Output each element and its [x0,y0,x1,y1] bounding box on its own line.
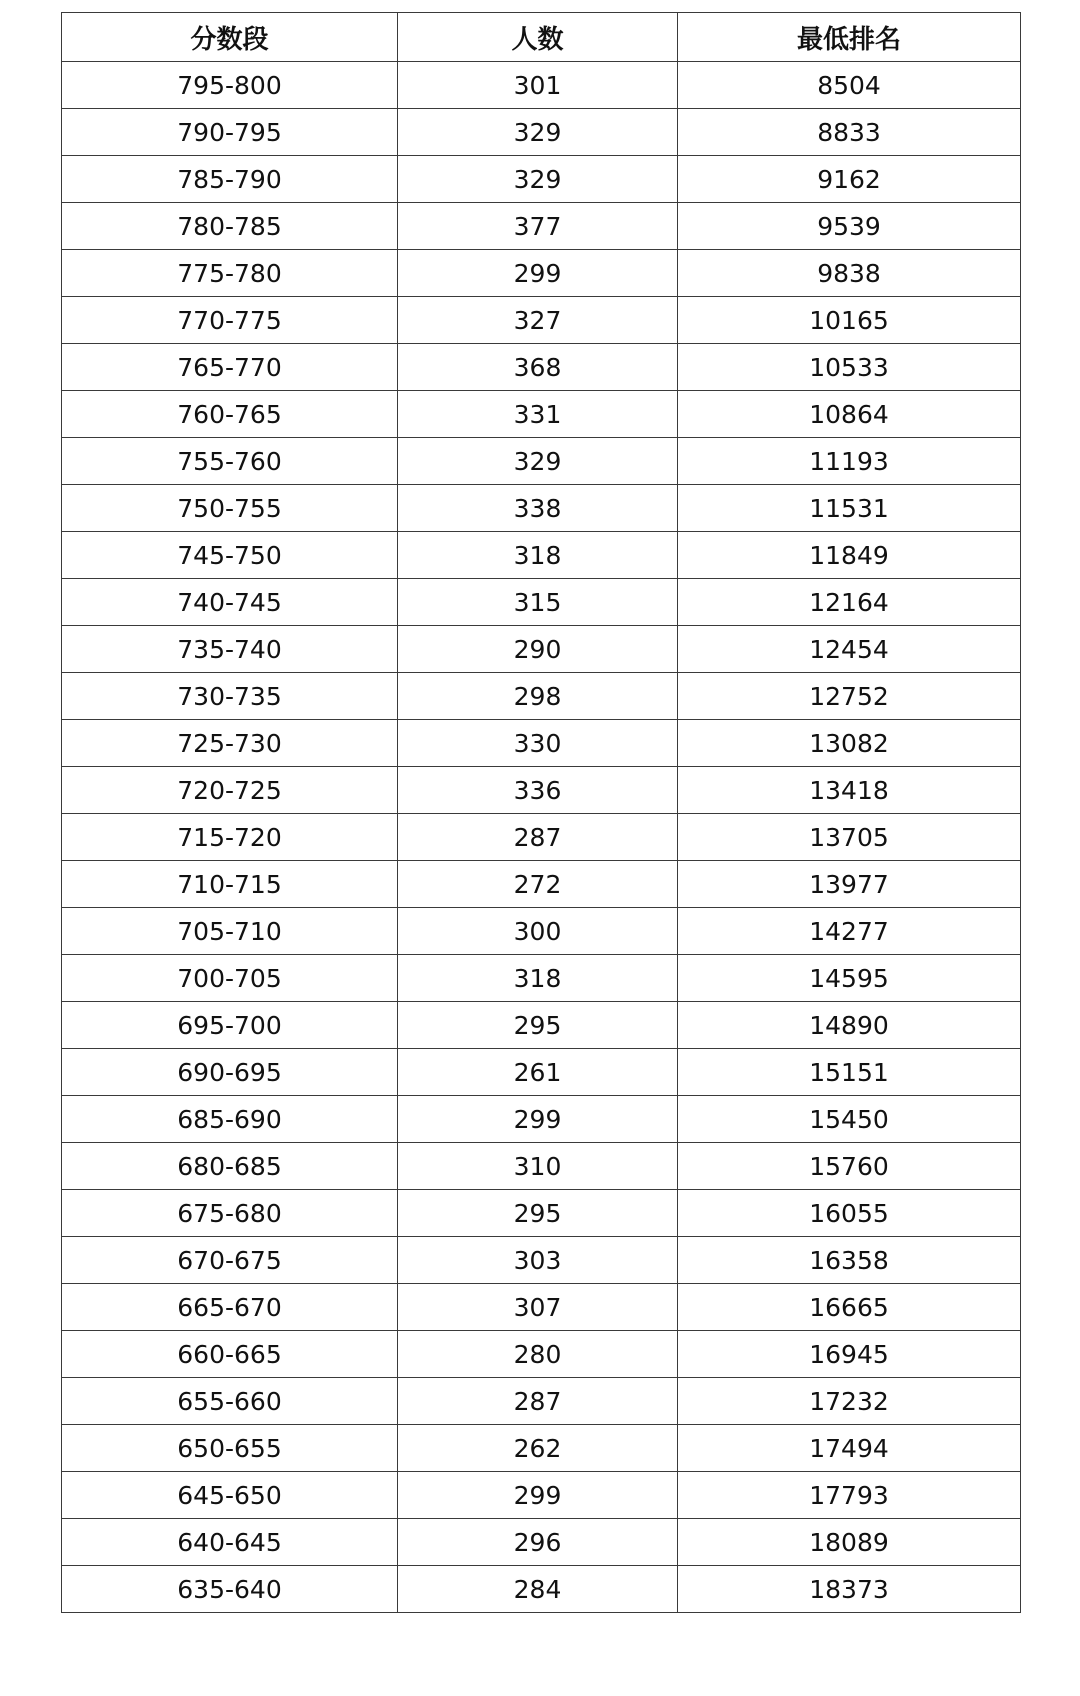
cell-score-range: 705-710 [62,908,398,955]
cell-lowest-rank: 18089 [678,1519,1021,1566]
cell-score-range: 685-690 [62,1096,398,1143]
table-row [62,438,1021,485]
cell-count: 315 [398,579,678,626]
cell-score-range: 690-695 [62,1049,398,1096]
cell-lowest-rank: 15760 [678,1143,1021,1190]
table-row [62,579,1021,626]
cell-count: 329 [398,109,678,156]
cell-score-range: 680-685 [62,1143,398,1190]
table-row [62,532,1021,579]
cell-count: 299 [398,1096,678,1143]
cell-score-range: 670-675 [62,1237,398,1284]
table-row [62,720,1021,767]
cell-lowest-rank: 16358 [678,1237,1021,1284]
cell-lowest-rank: 10165 [678,297,1021,344]
cell-count: 287 [398,814,678,861]
score-distribution-table [61,12,1021,1613]
cell-score-range: 710-715 [62,861,398,908]
cell-score-range: 675-680 [62,1190,398,1237]
table-row [62,485,1021,532]
cell-score-range: 765-770 [62,344,398,391]
cell-lowest-rank: 13705 [678,814,1021,861]
cell-count: 327 [398,297,678,344]
cell-score-range: 730-735 [62,673,398,720]
table-row [62,62,1021,109]
table-row [62,861,1021,908]
cell-score-range: 650-655 [62,1425,398,1472]
table-row [62,814,1021,861]
cell-lowest-rank: 16665 [678,1284,1021,1331]
cell-count: 338 [398,485,678,532]
cell-score-range: 795-800 [62,62,398,109]
cell-count: 272 [398,861,678,908]
cell-lowest-rank: 11849 [678,532,1021,579]
cell-lowest-rank: 13977 [678,861,1021,908]
cell-score-range: 785-790 [62,156,398,203]
table-row [62,1190,1021,1237]
cell-lowest-rank: 11531 [678,485,1021,532]
cell-count: 307 [398,1284,678,1331]
cell-score-range: 735-740 [62,626,398,673]
cell-score-range: 700-705 [62,955,398,1002]
cell-score-range: 635-640 [62,1566,398,1613]
cell-lowest-rank: 15151 [678,1049,1021,1096]
cell-count: 262 [398,1425,678,1472]
cell-score-range: 790-795 [62,109,398,156]
table-row [62,250,1021,297]
table-row [62,1519,1021,1566]
table-row [62,344,1021,391]
cell-count: 377 [398,203,678,250]
table-row [62,673,1021,720]
table-row [62,1237,1021,1284]
header-row [62,13,1021,62]
cell-score-range: 655-660 [62,1378,398,1425]
cell-count: 331 [398,391,678,438]
cell-count: 299 [398,250,678,297]
header-lowest-rank: 最低排名 [678,13,1021,62]
cell-count: 303 [398,1237,678,1284]
table-row [62,109,1021,156]
cell-lowest-rank: 15450 [678,1096,1021,1143]
cell-count: 301 [398,62,678,109]
cell-lowest-rank: 17232 [678,1378,1021,1425]
table-header [62,13,1021,62]
cell-count: 296 [398,1519,678,1566]
table-row [62,1284,1021,1331]
cell-lowest-rank: 9838 [678,250,1021,297]
cell-lowest-rank: 14890 [678,1002,1021,1049]
cell-score-range: 750-755 [62,485,398,532]
cell-score-range: 775-780 [62,250,398,297]
cell-lowest-rank: 14595 [678,955,1021,1002]
cell-lowest-rank: 16945 [678,1331,1021,1378]
cell-count: 318 [398,955,678,1002]
cell-score-range: 660-665 [62,1331,398,1378]
cell-count: 329 [398,438,678,485]
cell-count: 280 [398,1331,678,1378]
cell-lowest-rank: 9539 [678,203,1021,250]
cell-lowest-rank: 9162 [678,156,1021,203]
cell-lowest-rank: 17793 [678,1472,1021,1519]
table-row [62,1425,1021,1472]
table-row [62,1378,1021,1425]
cell-score-range: 760-765 [62,391,398,438]
cell-count: 310 [398,1143,678,1190]
cell-lowest-rank: 12454 [678,626,1021,673]
table-row [62,391,1021,438]
table-row [62,156,1021,203]
cell-score-range: 755-760 [62,438,398,485]
table-body [62,62,1021,1613]
cell-score-range: 725-730 [62,720,398,767]
cell-score-range: 715-720 [62,814,398,861]
cell-lowest-rank: 8833 [678,109,1021,156]
table-row [62,1566,1021,1613]
table-row [62,203,1021,250]
cell-score-range: 720-725 [62,767,398,814]
cell-count: 287 [398,1378,678,1425]
cell-count: 318 [398,532,678,579]
cell-count: 329 [398,156,678,203]
cell-lowest-rank: 11193 [678,438,1021,485]
cell-lowest-rank: 13418 [678,767,1021,814]
cell-count: 336 [398,767,678,814]
header-score-range: 分数段 [62,13,398,62]
cell-lowest-rank: 12164 [678,579,1021,626]
table-row [62,626,1021,673]
cell-count: 261 [398,1049,678,1096]
table-row [62,1002,1021,1049]
cell-score-range: 770-775 [62,297,398,344]
cell-score-range: 740-745 [62,579,398,626]
cell-score-range: 695-700 [62,1002,398,1049]
table-row [62,1472,1021,1519]
cell-score-range: 640-645 [62,1519,398,1566]
cell-lowest-rank: 17494 [678,1425,1021,1472]
cell-count: 295 [398,1190,678,1237]
cell-count: 299 [398,1472,678,1519]
cell-lowest-rank: 10533 [678,344,1021,391]
cell-lowest-rank: 16055 [678,1190,1021,1237]
cell-lowest-rank: 12752 [678,673,1021,720]
cell-count: 295 [398,1002,678,1049]
cell-lowest-rank: 14277 [678,908,1021,955]
table-row [62,1049,1021,1096]
table-row [62,767,1021,814]
header-count: 人数 [398,13,678,62]
cell-score-range: 745-750 [62,532,398,579]
table-row [62,1096,1021,1143]
cell-score-range: 645-650 [62,1472,398,1519]
table-row [62,955,1021,1002]
cell-lowest-rank: 8504 [678,62,1021,109]
table-row [62,1143,1021,1190]
cell-count: 330 [398,720,678,767]
cell-count: 368 [398,344,678,391]
cell-score-range: 780-785 [62,203,398,250]
table-row [62,908,1021,955]
cell-lowest-rank: 10864 [678,391,1021,438]
cell-count: 300 [398,908,678,955]
cell-lowest-rank: 13082 [678,720,1021,767]
table-row [62,1331,1021,1378]
cell-count: 298 [398,673,678,720]
cell-score-range: 665-670 [62,1284,398,1331]
table-row [62,297,1021,344]
cell-count: 284 [398,1566,678,1613]
cell-lowest-rank: 18373 [678,1566,1021,1613]
cell-count: 290 [398,626,678,673]
